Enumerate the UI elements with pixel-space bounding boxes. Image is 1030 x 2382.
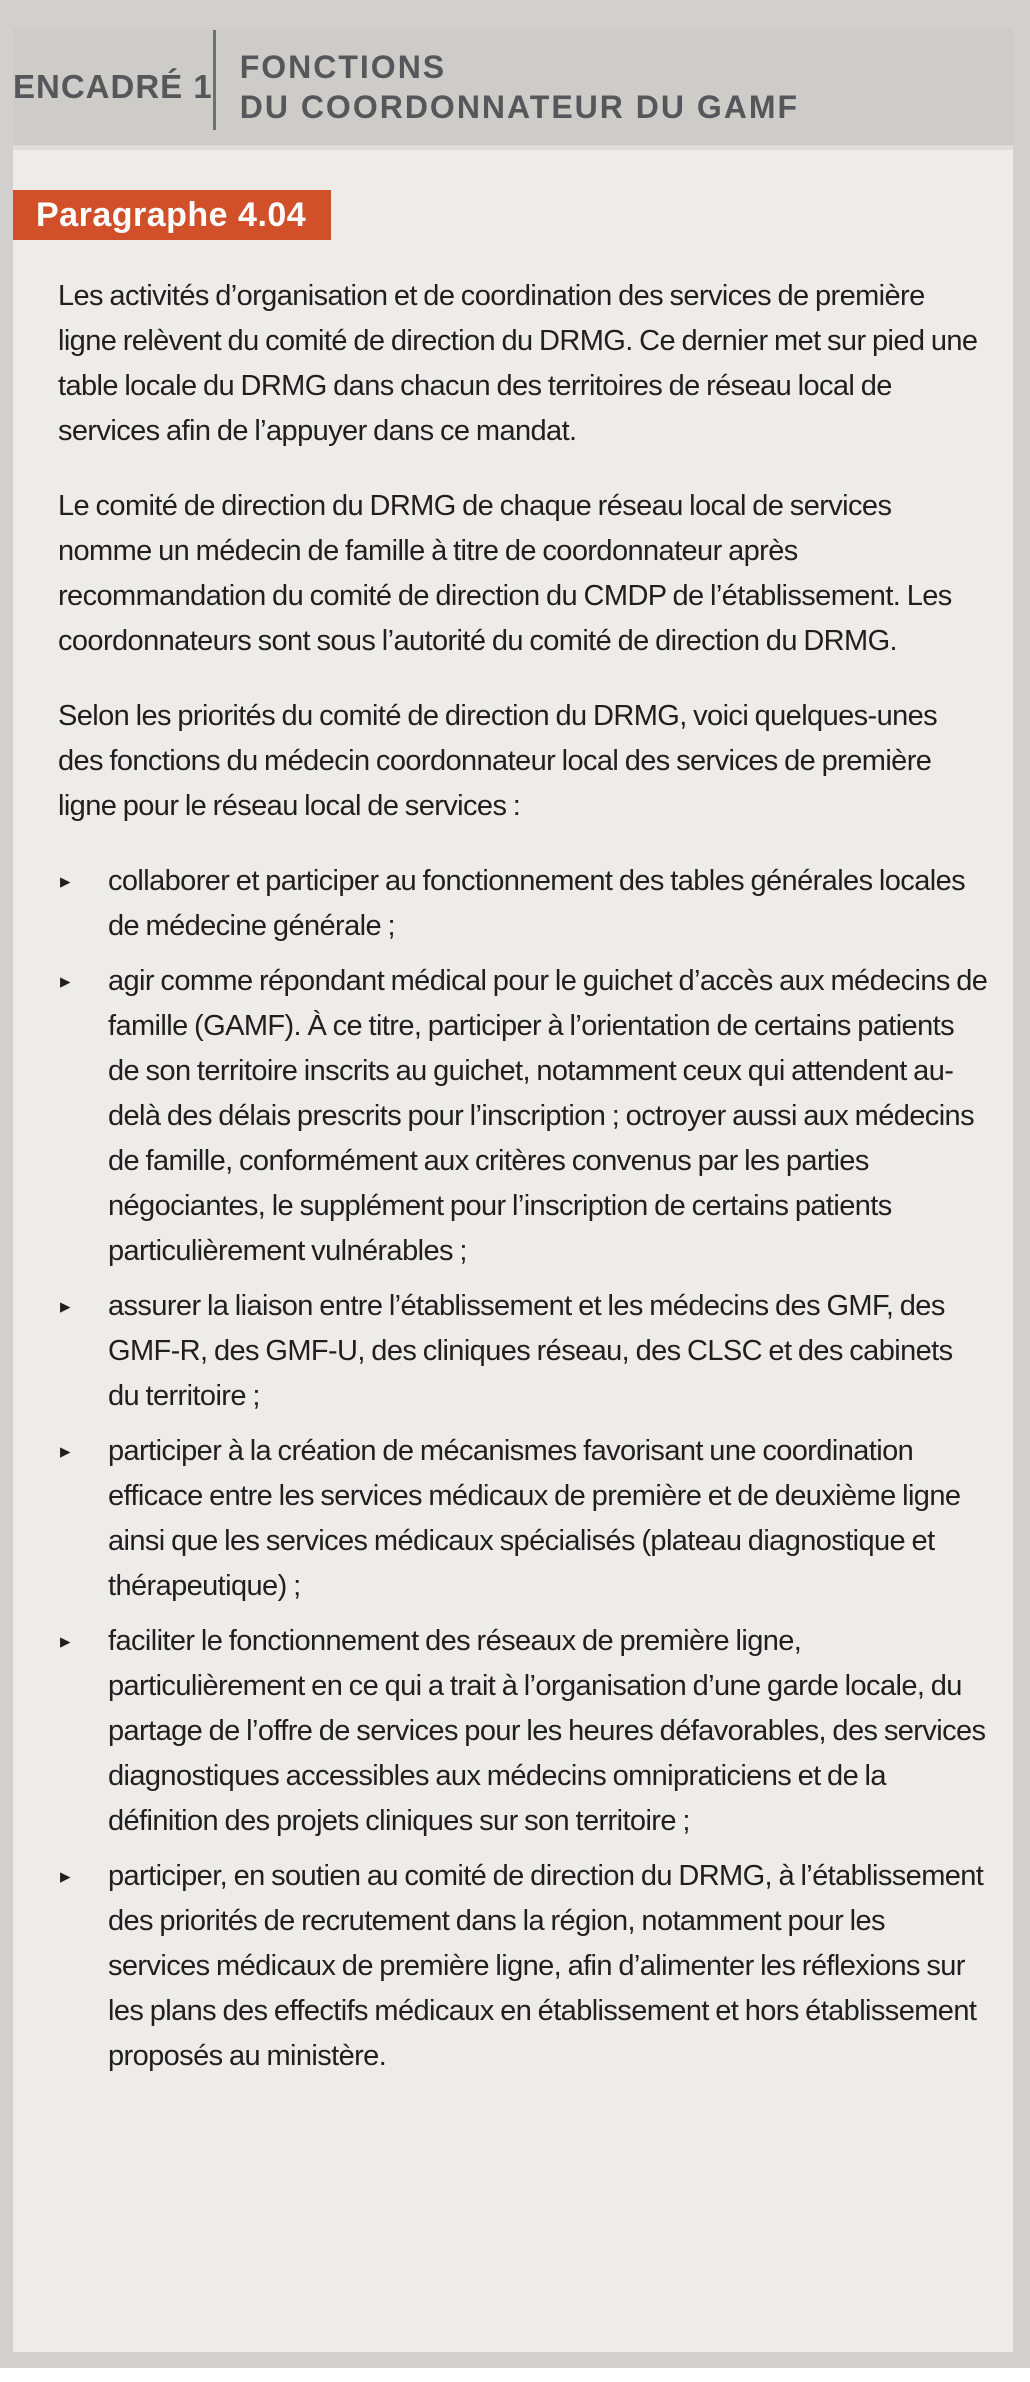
paragraph: Selon les priorités du comité de direction du DRMG, voici quelques-unes des fonctions du médecin coordonnateur local des services de première ligne pour le réseau local de services : <box>58 700 938 822</box>
title-line-2: DU COORDONNATEUR DU GAMF <box>239 88 800 125</box>
list-item <box>58 959 988 1274</box>
encadre-header <box>13 28 1013 150</box>
bullet-text: agir comme répondant médical pour le guichet d’accès aux médecins de famille (GAMF). À ce titre, participer à l’orientation de certains patients de son territoire inscrits au guichet, notamment ceux qui attendent au-delà des délais prescrits pour l’inscription ; octroyer aussi aux médecins de famille, conformément aux critères convenus par les parties négociantes, le supplément pour l’inscription de certains patients particulièrement vulnérables ; <box>108 965 988 1267</box>
paragraph: Les activités d’organisation et de coordination des services de première ligne relèvent du comité de direction du DRMG. Ce dernier met sur pied une table locale du DRMG dans chacun des territoires de réseau local de services afin de l’appuyer dans ce mandat. <box>58 280 978 447</box>
bullet-icon: ▸ <box>60 1864 71 1888</box>
bullet-list <box>58 859 988 2079</box>
list-item <box>58 1429 988 1609</box>
encadre-body <box>13 150 1013 2352</box>
bullet-text: collaborer et participer au fonctionnement des tables générales locales de médecine générale ; <box>108 865 965 942</box>
encadre-title <box>216 47 799 127</box>
bullet-text: participer à la création de mécanismes favorisant une coordination efficace entre les services médicaux de première et de deuxième ligne ainsi que les services médicaux spécialisés (plateau diagnostique et thérapeutique) ; <box>108 1435 961 1602</box>
bullet-text: assurer la liaison entre l’établissement et les médecins des GMF, des GMF-R, des GMF-U, des cliniques réseau, des CLSC et des cabinets du territoire ; <box>108 1290 953 1412</box>
paragraph: Le comité de direction du DRMG de chaque réseau local de services nomme un médecin de famille à titre de coordonnateur après recommandation du comité de direction du CMDP de l’établissement. Les coordonnateurs sont sous l’autorité du comité de direction du DRMG. <box>58 490 952 657</box>
list-item <box>58 1619 988 1844</box>
bullet-icon: ▸ <box>60 1439 71 1463</box>
bullet-icon: ▸ <box>60 1294 71 1318</box>
bullet-text: participer, en soutien au comité de direction du DRMG, à l’établissement des priorités de recrutement dans la région, notamment pour les services médicaux de première ligne, afin d’alimenter les réflexions sur les plans des effectifs médicaux en établissement et hors établissement proposés au ministère. <box>108 1860 984 2072</box>
list-item <box>58 1284 988 1419</box>
bullet-text: faciliter le fonctionnement des réseaux de première ligne, particulièrement en ce qui a trait à l’organisation d’une garde locale, du partage de l’offre de services pour les heures défavorables, des services diagnostiques accessibles aux médecins omnipraticiens et de la définition des projets cliniques sur son territoire ; <box>108 1625 986 1837</box>
bullet-icon: ▸ <box>60 869 71 893</box>
encadre-label: ENCADRÉ 1 <box>13 67 213 105</box>
list-item <box>58 859 988 949</box>
paragraph-badge: Paragraphe 4.04 <box>13 190 331 240</box>
title-line-1: FONCTIONS <box>239 48 447 85</box>
bullet-icon: ▸ <box>60 969 71 993</box>
body-text <box>58 274 988 2079</box>
list-item <box>58 1854 988 2079</box>
encadre-box <box>13 28 1013 2352</box>
bullet-icon: ▸ <box>60 1629 71 1653</box>
